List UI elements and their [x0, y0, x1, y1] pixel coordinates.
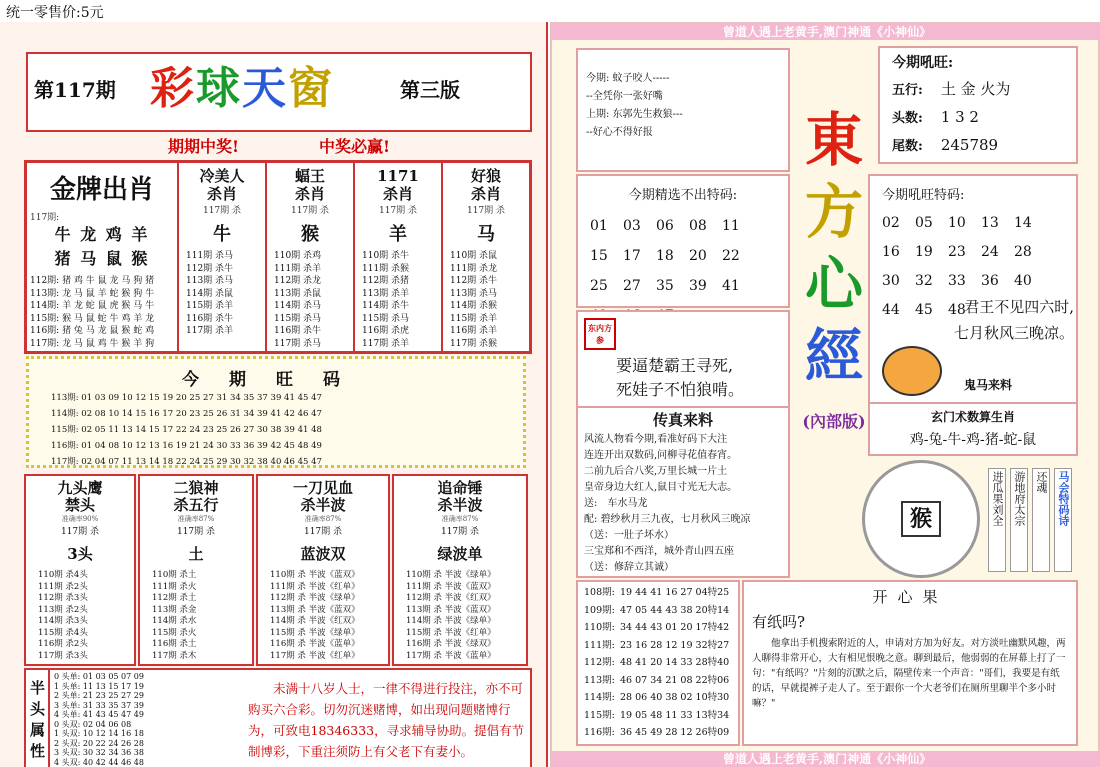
roar-row: [892, 104, 1064, 132]
number: 44: [882, 302, 900, 318]
joke-question: 有纸吗?: [752, 613, 806, 631]
quad-box-2: [138, 474, 254, 666]
history-row: [584, 602, 732, 620]
verse-line: 上期: 东郭先生救狼---: [586, 109, 683, 120]
joke-box: [742, 580, 1078, 746]
prediction-row: [24, 474, 532, 666]
quad-accuracy: 准确率87%: [304, 515, 342, 523]
quad-box-3: [256, 474, 390, 666]
kill-value: 马: [477, 224, 495, 245]
kill-row: 117期 杀羊: [362, 338, 410, 349]
fax-line: 连连开出双数码,问柳寻花值春宵。: [584, 450, 738, 461]
east-char: 心: [804, 250, 863, 318]
number: 18: [656, 248, 674, 264]
half-row: 0 头双: 02 04 06 08: [54, 719, 132, 729]
kill-row: 117期 杀马: [274, 338, 322, 349]
number: 05: [915, 215, 933, 231]
kill-row: 110期 杀鸡: [274, 251, 322, 261]
tiger-icon: [882, 346, 942, 396]
quad-row: 115期 杀 半波《绿单》: [270, 627, 360, 638]
quad-row: 113期 杀 半波《蓝双》: [270, 604, 360, 615]
number: 32: [915, 273, 933, 289]
quad-row: 114期 杀3头: [38, 616, 88, 626]
kill-title: 1171: [377, 167, 419, 185]
history-issue: 112期:: [584, 657, 615, 668]
kill-title: 蝠王: [294, 167, 325, 185]
number: 33: [948, 273, 966, 289]
fax-line: 送: 车水马龙: [584, 498, 648, 509]
kill-issue: 117期 杀: [202, 206, 242, 216]
roar-box: [878, 46, 1078, 164]
hot-numbers-box: [26, 356, 526, 468]
number: 22: [722, 248, 740, 264]
kill-row: 115期 杀马: [274, 313, 322, 324]
quad-row: 112期 杀3头: [38, 593, 88, 603]
kill-box-3: [355, 163, 443, 351]
kill-issue: 117期 杀: [466, 206, 506, 216]
quad-issue: 117期 杀: [440, 527, 480, 537]
gold-row: 115期: 猴 马 鼠 蛇 牛 鸡 羊 龙: [30, 313, 155, 324]
slogan: [26, 134, 532, 158]
roar-key: 尾数:: [892, 139, 923, 154]
kill-issue: 117期 杀: [378, 206, 418, 216]
kill-issue: 117期 杀: [290, 206, 330, 216]
slogan-2: 中奖必赢!: [319, 137, 391, 156]
verse-box: [576, 48, 790, 172]
brand-title: [150, 52, 334, 116]
kill-sub: 杀肖: [206, 185, 237, 203]
kill-sub: 杀肖: [470, 185, 501, 203]
quad-issue: 117期 杀: [60, 527, 100, 537]
number: 35: [656, 278, 674, 294]
east-char: 經: [804, 322, 863, 390]
wheel-center: 猴: [901, 501, 941, 537]
fax-title: 传真来料: [652, 411, 713, 429]
number: 27: [623, 278, 641, 294]
quad-row: 116期 杀2头: [38, 639, 88, 649]
hot-row: 116期: 01 04 08 10 12 13 16 19 21 24 30 33 36 39 42 45 48 49: [51, 441, 322, 451]
brand-char: 球: [196, 63, 242, 114]
quad-title: 追命锤: [437, 479, 483, 497]
excluded-title: 今期精选不出特码:: [628, 188, 738, 203]
fax-line: 二前九后合八奖,万里长城一片土: [584, 466, 728, 477]
quad-value: 土: [188, 545, 204, 563]
zodiac-value: 鸡-兔-牛-鸡-猪-蛇-鼠: [909, 432, 1037, 448]
history-row: [584, 707, 732, 725]
number: 08: [689, 218, 707, 234]
kill-row: 111期 杀猴: [362, 263, 410, 274]
half-row: 1 头双: 10 12 14 16 18: [54, 729, 144, 738]
history-issue: 108期:: [584, 587, 615, 598]
history-value: 23 16 28 12 19 32特27: [620, 639, 730, 651]
kill-rows: [270, 250, 350, 350]
riddle-text: [616, 354, 744, 402]
kill-box-row: [24, 160, 532, 354]
history-row: [584, 584, 732, 602]
zodiac-wheel-icon: [862, 460, 980, 578]
kill-row: 116期 杀虎: [362, 326, 410, 336]
quad-accuracy: 准确率87%: [177, 515, 215, 523]
quad-rows: [30, 570, 130, 662]
hot-numbers-rows: [29, 390, 523, 470]
number: 23: [948, 244, 966, 260]
roar-row: [892, 132, 1064, 160]
hot-numbers-title: 今期旺码: [182, 370, 370, 390]
east-heart-title: [798, 104, 870, 574]
history-value: 48 41 20 14 33 28特40: [620, 657, 730, 668]
kill-row: 113期 杀鼠: [274, 288, 322, 299]
top-banner: 曾道人遇上老黄手,澳门神通《小神仙》: [552, 24, 1100, 40]
kill-row: 113期 杀羊: [362, 288, 410, 299]
roar-value: 245789: [940, 136, 999, 154]
roar-key: 头数:: [892, 111, 923, 126]
bottom-banner: 曾道人遇上老黄手,澳门神通《小神仙》: [552, 751, 1100, 767]
hot-row: 117期: 02 04 07 11 13 14 18 22 24 25 29 30 32 38 40 46 45 47: [51, 457, 322, 467]
half-row: 2 头单: 21 23 25 27 29: [54, 691, 144, 700]
gold-line1: 牛 龙 鸡 羊: [54, 225, 150, 244]
zodiac-box: [868, 402, 1078, 456]
history-row: [584, 724, 732, 742]
fax-line: 配: 碧纱秋月三九夜，七月秋风三晚凉: [584, 514, 751, 525]
kill-row: 112期 杀牛: [450, 276, 498, 286]
side-verse: 进瓜果刘全: [988, 468, 1006, 572]
kill-value: 羊: [389, 224, 407, 245]
kill-rows: [358, 250, 438, 350]
riddle-line: 死娃子不怕狼啃。: [616, 380, 745, 399]
kill-row: 116期 杀羊: [450, 326, 498, 336]
history-row: [584, 654, 732, 672]
number: 30: [882, 273, 900, 289]
side-verses: [984, 464, 1078, 576]
brand-char: 彩: [150, 63, 196, 114]
riddle-box: [576, 310, 790, 416]
roar-value: 土 金 火为: [940, 80, 1011, 98]
gold-row: 117期: 龙 马 鼠 鸡 牛 猴 羊 狗: [30, 338, 155, 349]
history-value: 19 05 48 11 33 13特34: [620, 709, 730, 721]
kill-row: 112期 杀龙: [274, 276, 322, 286]
kill-title: 冷美人: [199, 167, 245, 185]
verse-line: 今期: 蚊子咬人-----: [586, 73, 670, 84]
quad-row: 116期 杀 半波《蓝单》: [270, 639, 360, 649]
number: 11: [722, 218, 740, 234]
number: 03: [623, 218, 641, 234]
history-value: 47 05 44 43 38 20特14: [620, 604, 730, 616]
kill-row: 115期 杀羊: [186, 301, 234, 311]
half-row: 4 头单: 41 43 45 47 49: [54, 710, 144, 719]
number: 19: [915, 244, 933, 260]
number: 48: [948, 302, 966, 318]
kill-row: 112期 杀牛: [186, 263, 234, 274]
side-verse: 游地府太宗: [1010, 468, 1028, 572]
quad-row: 110期 杀 半波《绿单》: [406, 570, 496, 580]
quad-box-4: [392, 474, 528, 666]
number: 13: [981, 215, 999, 231]
quad-title: 九头鹰: [57, 479, 103, 497]
kill-row: 110期 杀牛: [362, 251, 410, 261]
hot-row: 115期: 02 05 11 13 14 15 17 22 24 23 25 26 27 30 38 39 41 48: [51, 425, 322, 435]
kill-row: 116期 杀牛: [274, 326, 322, 336]
brand-char: 天: [242, 63, 288, 114]
number: 20: [689, 248, 707, 264]
gold-row: 114期: 羊 龙 蛇 鼠 虎 猴 马 牛: [30, 301, 155, 311]
number: 39: [689, 278, 707, 294]
number: 01: [590, 218, 608, 234]
quad-rows: [398, 570, 522, 662]
history-value: 46 07 34 21 08 22特06: [620, 674, 730, 686]
half-row: 2 头双: 20 22 24 26 28: [54, 738, 144, 748]
gambling-notice: 未满十八岁人士，一律不得进行投注，亦不可购买六合彩。切勿沉迷赌博，如出现问题赌博行为，可致电18346333，寻求辅导协助。提倡有节制博彩，下重注须防上有父老下有妻小。: [248, 681, 525, 759]
side-verse: 还魂: [1032, 468, 1050, 572]
left-page: [0, 22, 548, 767]
half-row: 3 头单: 31 33 35 37 39: [54, 700, 144, 710]
history-row: [584, 637, 732, 655]
verse-line: --全凭你一张好嘴: [586, 91, 663, 102]
quad-issue: 117期 杀: [303, 527, 343, 537]
quad-rows: [262, 570, 384, 662]
quad-title: 二狼神: [173, 479, 219, 497]
kill-rows: [182, 250, 262, 338]
quad-row: 115期 杀4头: [38, 627, 88, 638]
verse-line: --好心不得好报: [586, 127, 653, 138]
right-page: [550, 22, 1100, 767]
quad-value: 绿波单: [437, 545, 483, 563]
history-row: [584, 689, 732, 707]
history-value: 28 06 40 38 02 10特30: [620, 692, 730, 703]
riddle-line: 要逼楚霸王寻死,: [616, 356, 734, 375]
roar-value: 1 3 2: [940, 108, 979, 126]
quad-sub: 杀半波: [437, 496, 483, 514]
poem: [894, 294, 1074, 346]
history-issue: 113期:: [584, 674, 615, 686]
quad-row: 117期 杀 半波《蓝单》: [406, 650, 496, 661]
number: 40: [1014, 273, 1032, 289]
fax-line: 风流人物看今期,看准好码下大注: [584, 434, 728, 445]
quad-sub: 杀半波: [300, 496, 346, 514]
history-issue: 110期:: [584, 622, 615, 633]
kill-row: 115期 杀羊: [450, 313, 498, 324]
quad-value: 蓝波双: [300, 545, 346, 563]
gold-title: 金牌出肖: [49, 175, 154, 205]
roar-key: 五行:: [892, 83, 923, 98]
hot-row: 113期: 01 03 09 10 12 15 19 20 25 27 31 34 35 37 39 41 45 47: [51, 393, 322, 403]
history-row: [584, 672, 732, 690]
internal-edition-label: (內部版): [802, 412, 866, 431]
number: 02: [882, 215, 900, 231]
kill-rows: [446, 250, 526, 350]
hot-row: 114期: 02 08 10 14 15 16 17 20 23 25 26 31 34 39 41 42 46 47: [51, 409, 322, 419]
number: 25: [590, 278, 608, 294]
slogan-1: 期期中奖!: [167, 137, 239, 156]
kill-row: 116期 杀牛: [186, 313, 234, 324]
quad-sub: 禁头: [64, 496, 95, 514]
number: 41: [722, 278, 740, 294]
kill-row: 113期 杀马: [186, 276, 234, 286]
quad-row: 112期 杀土: [152, 593, 197, 603]
side-verse: 马会特码诗: [1054, 468, 1072, 572]
half-row: 1 头单: 11 13 15 17 19: [54, 681, 144, 691]
kill-row: 111期 杀羊: [274, 263, 322, 274]
history-issue: 111期:: [584, 639, 615, 651]
kill-row: 111期 杀龙: [450, 263, 498, 274]
quad-row: 111期 杀 半波《蓝双》: [406, 581, 496, 592]
quad-row: 117期 杀3头: [38, 650, 88, 661]
kill-box-1: [179, 163, 267, 351]
quad-row: 116期 杀 半波《绿双》: [406, 639, 496, 649]
fax-line: 三宝郑和不西洋，城外青山四五座: [584, 546, 734, 557]
kill-row: 114期 杀猴: [450, 301, 498, 311]
half-row: 4 头双: 40 42 44 46 48: [54, 757, 144, 767]
poem-line: 七月秋风三晚凉。: [953, 324, 1074, 342]
kill-title: 好狼: [470, 167, 501, 185]
quad-row: 112期 杀 半波《红双》: [406, 593, 496, 603]
quad-row: 114期 杀 半波《红双》: [270, 616, 360, 626]
history-value: 36 45 49 28 12 26特09: [620, 727, 730, 738]
quad-row: 115期 杀火: [152, 627, 197, 638]
edition-label: 第三版: [400, 78, 460, 102]
half-head-label: 半头属性: [26, 670, 50, 767]
history-issue: 116期:: [584, 727, 615, 738]
quad-box-1: [24, 474, 136, 666]
number: 28: [1014, 244, 1032, 260]
brand-char: 窗: [288, 63, 334, 114]
joke-title: 开心果: [872, 588, 948, 606]
gold-rows: [30, 275, 174, 350]
quad-row: 113期 杀 半波《蓝双》: [406, 604, 496, 615]
roar-numbers-title: 今期吼旺特码:: [882, 188, 965, 203]
quad-row: 113期 杀2头: [38, 604, 88, 615]
roar-title: 今期吼旺:: [892, 55, 954, 71]
history-issue: 109期:: [584, 604, 615, 616]
east-char: 東: [804, 106, 863, 174]
quad-row: 112期 杀 半波《绿单》: [270, 593, 360, 603]
poem-line: 君王不见四六时,: [964, 298, 1074, 316]
joke-body: 他拿出手机搜索附近的人，申请对方加为好友。对方淡吐幽默风趣，两人聊得非常开心，大有相见恨晚之意。聊到最后，他弱弱的在屏幕上打了一句："有纸吗？"片刻的沉默之后，隔壁传来一个声音："哥们，我要是有纸的话，早就提裤子走人了。至于跟你一个大老爷们在厕所里聊半个多小时嘛？": [752, 638, 1066, 709]
half-row: 0 头单: 01 03 05 07 09: [54, 672, 144, 681]
kill-row: 115期 杀马: [362, 313, 410, 324]
retail-price: 统一零售价:5元: [6, 5, 104, 21]
quad-row: 111期 杀 半波《红单》: [270, 581, 360, 592]
gold-line2: 猪 马 鼠 猴: [54, 249, 150, 268]
number: 36: [981, 273, 999, 289]
kill-value: 牛: [213, 224, 231, 245]
quad-row: 111期 杀火: [152, 581, 197, 592]
history-box: [576, 580, 740, 746]
kill-row: 114期 杀牛: [362, 301, 410, 311]
quad-sub: 杀五行: [173, 496, 219, 514]
quad-title: 一刀见血: [292, 479, 353, 497]
quad-row: 111期 杀2头: [38, 581, 88, 592]
gold-row: 112期: 猪 鸡 牛 鼠 龙 马 狗 猪: [30, 276, 155, 286]
quad-row: 110期 杀4头: [38, 570, 88, 580]
history-value: 34 44 43 01 20 17特42: [620, 622, 730, 633]
quad-row: 114期 杀水: [152, 616, 197, 626]
history-issue: 115期:: [584, 709, 615, 721]
kill-box-2: [267, 163, 355, 351]
number: 06: [656, 218, 674, 234]
kill-row: 113期 杀马: [450, 288, 498, 299]
half-head-grid: [54, 672, 244, 767]
quad-row: 110期 杀土: [152, 570, 197, 580]
quad-row: 115期 杀 半波《红单》: [406, 627, 496, 638]
number: 15: [590, 248, 608, 264]
history-row: [584, 619, 732, 637]
number: 24: [981, 244, 999, 260]
kill-sub: 杀肖: [294, 185, 325, 203]
east-char: 方: [804, 178, 863, 246]
gold-issue: 117期:: [30, 213, 60, 223]
history-value: 19 44 41 16 27 04特25: [620, 587, 730, 598]
quad-row: 117期 杀 半波《红单》: [270, 650, 360, 661]
quad-row: 110期 杀 半波《蓝双》: [270, 570, 360, 580]
zodiac-title: 玄门术数算生肖: [930, 410, 1015, 424]
kill-value: 猴: [301, 224, 319, 245]
excluded-numbers-box: [576, 174, 790, 308]
quad-row: 113期 杀金: [152, 604, 197, 615]
kill-row: 111期 杀马: [186, 251, 234, 261]
gold-row: 116期: 猪 兔 马 龙 鼠 猴 蛇 鸡: [30, 326, 155, 336]
quad-row: 114期 杀 半波《绿单》: [406, 616, 496, 626]
quad-accuracy: 准确率90%: [61, 515, 99, 523]
number: 10: [948, 215, 966, 231]
kill-box-4: [443, 163, 529, 351]
quad-row: 116期 杀土: [152, 639, 197, 649]
quad-issue: 117期 杀: [176, 527, 216, 537]
quad-rows: [144, 570, 248, 662]
kill-row: 114期 杀鼠: [186, 288, 234, 299]
number: 17: [623, 248, 641, 264]
roar-row: [892, 76, 1064, 104]
kill-row: 114期 杀马: [274, 301, 322, 311]
quad-value: 3头: [67, 545, 93, 563]
kill-row: 117期 杀羊: [186, 326, 234, 336]
half-head-box: [24, 668, 532, 767]
fax-line: 皇帝身边大红人,鼠目寸光无大志。: [584, 482, 738, 493]
kill-row: 117期 杀猴: [450, 338, 498, 349]
kill-row: 112期 杀猪: [362, 276, 410, 286]
number: 45: [915, 302, 933, 318]
fax-line: （送：一肚子坏水）: [584, 530, 674, 541]
quad-accuracy: 准确率87%: [441, 515, 479, 523]
half-row: 3 头双: 30 32 34 36 38: [54, 748, 144, 757]
fax-box: [576, 406, 790, 578]
stamp-icon: 东内方参: [584, 318, 616, 350]
gold-box: [27, 163, 179, 351]
issue-number: 第117期: [34, 78, 116, 102]
number: 14: [1014, 215, 1032, 231]
kill-sub: 杀肖: [382, 185, 413, 203]
quad-row: 117期 杀木: [152, 650, 197, 661]
number: 16: [882, 244, 900, 260]
fax-line: （送：修辞立其诚）: [584, 562, 674, 573]
gold-row: 113期: 龙 马 鼠 羊 蛇 猴 狗 牛: [30, 288, 155, 299]
tiger-label: 鬼马来料: [964, 378, 1013, 392]
kill-row: 110期 杀鼠: [450, 251, 498, 261]
history-issue: 114期:: [584, 692, 615, 703]
